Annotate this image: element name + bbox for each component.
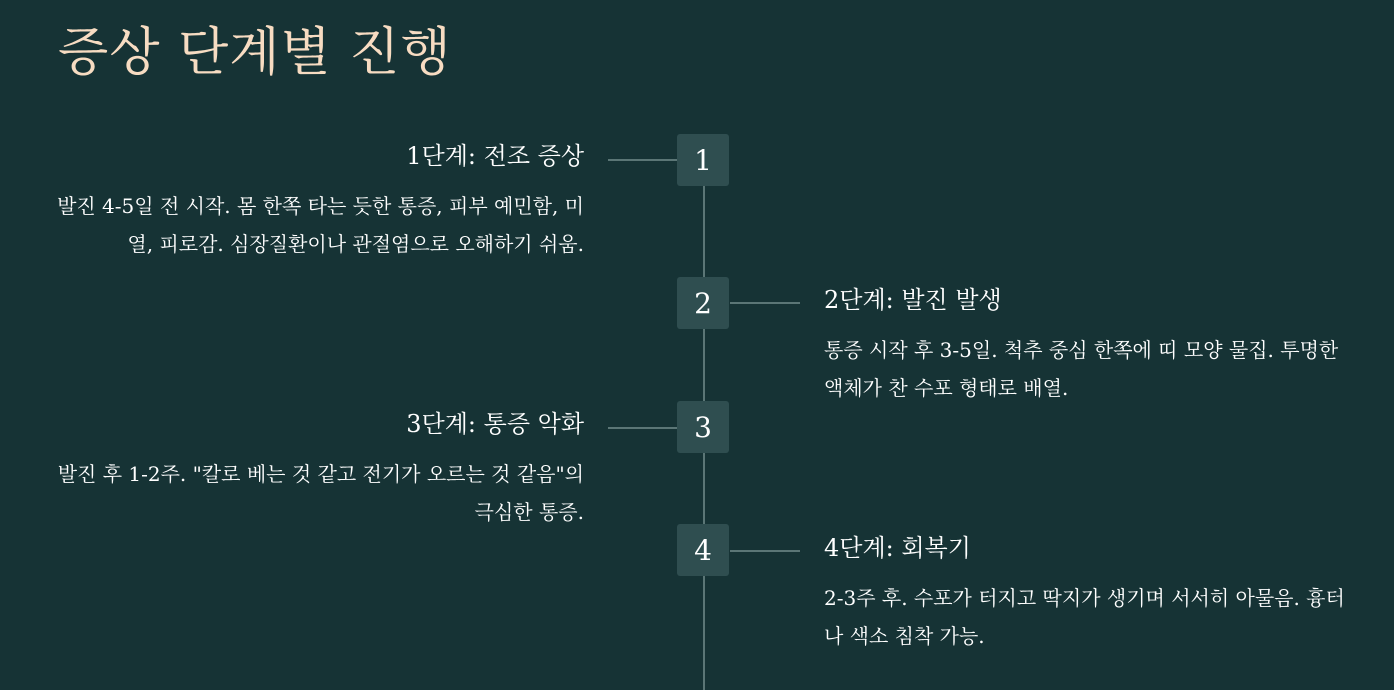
stage-entry-4 — [824, 531, 1354, 655]
stage-marker-2: 2 — [677, 277, 729, 329]
connector-2 — [730, 302, 800, 304]
stage-description: 통증 시작 후 3-5일. 척추 중심 한쪽에 띠 모양 물집. 투명한 액체가 찬 수포 형태로 배열. — [824, 338, 1339, 400]
stage-description: 발진 4-5일 전 시작. 몸 한쪽 타는 듯한 통증, 피부 예민함, 미열, 피로감. 심장질환이나 관절염으로 오해하기 쉬움. — [57, 194, 584, 256]
connector-4 — [730, 550, 800, 552]
stage-title: 4단계: 회복기 — [824, 534, 971, 562]
connector-1 — [608, 159, 678, 161]
stage-description: 발진 후 1-2주. "칼로 베는 것 같고 전기가 오르는 것 같음"의 극심한 통증. — [57, 462, 584, 524]
stage-title: 1단계: 전조 증상 — [406, 142, 584, 170]
stage-title: 2단계: 발진 발생 — [824, 286, 1002, 314]
connector-3 — [608, 427, 678, 429]
stage-title: 3단계: 통증 악화 — [406, 410, 584, 438]
stage-entry-2 — [824, 283, 1354, 407]
stage-entry-3 — [54, 407, 584, 531]
stage-marker-4: 4 — [677, 524, 729, 576]
stage-marker-1: 1 — [677, 134, 729, 186]
page-title: 증상 단계별 진행 — [58, 23, 452, 83]
stage-entry-1 — [54, 139, 584, 263]
stage-marker-3: 3 — [677, 401, 729, 453]
stage-description: 2-3주 후. 수포가 터지고 딱지가 생기며 서서히 아물음. 흉터나 색소 침착 가능. — [824, 586, 1345, 648]
